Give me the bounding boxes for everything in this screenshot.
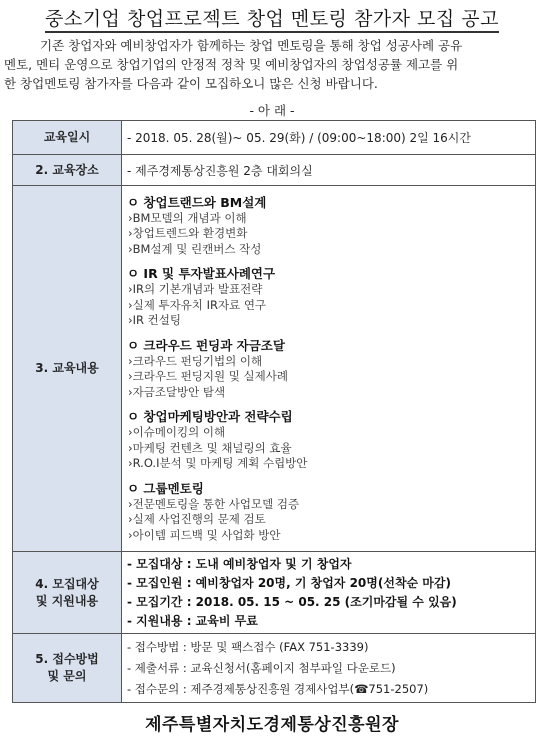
venue-label: 2. 교육장소	[13, 155, 122, 186]
schedule-value: - 2018. 05. 28(월)~ 05. 29(화) / (09:00~18:00) 2일 16시간	[122, 121, 536, 155]
course-item: ›이슈메이킹의 이해	[128, 425, 226, 440]
intro-paragraph	[4, 36, 544, 93]
recruit-count: - 모집인원 : 예비창업자 20명, 기 창업자 20명(선착순 마감)	[127, 575, 451, 590]
intro-line: 멘토, 멘티 운영으로 창업기업의 안정적 정착 및 예비창업자의 창업성공률 제고를 위	[4, 57, 459, 72]
course-section	[127, 480, 535, 544]
recruit-target: - 모집대상 : 도내 예비창업자 및 기 창업자	[127, 556, 352, 571]
apply-label-line: 및 문의	[47, 669, 87, 683]
course-title: ㅇ 창업마케팅방안과 전략수립	[127, 409, 293, 425]
recruit-period: - 모집기간 : 2018. 05. 15 ~ 05. 25 (조기마감될 수 있음)	[127, 594, 457, 609]
course-title: ㅇ 크라우드 펀딩과 자금조달	[127, 337, 285, 353]
course-item: ›전문멘토링을 통한 사업모델 검증	[128, 496, 300, 511]
course-section	[127, 337, 535, 401]
recruit-label	[13, 552, 122, 634]
course-item: ›창업트렌드와 환경변화	[128, 226, 248, 241]
course-item: ›BM모델의 개념과 이해	[128, 210, 247, 225]
intro-line: 기존 창업자와 예비창업자가 함께하는 창업 멘토링을 통해 창업 성공사례 공유	[40, 38, 463, 53]
course-item: ›크라우드 펀딩기법의 이해	[128, 353, 263, 368]
course-item: ›아이템 피드백 및 사업화 방안	[128, 527, 281, 542]
apply-cell	[122, 634, 536, 703]
course-title: ㅇ IR 및 투자발표사례연구	[127, 266, 276, 282]
course-title: ㅇ 그룹멘토링	[127, 480, 204, 496]
details-table	[12, 120, 536, 703]
recruit-cell	[122, 552, 536, 634]
notice-title-text: 중소기업 창업프로젝트 창업 멘토링 참가자 모집 공고	[45, 8, 499, 33]
venue-row	[13, 155, 536, 186]
apply-method: - 접수방법 : 방문 및 팩스접수 (FAX 751-3339)	[127, 639, 369, 654]
subheading: - 아 래 -	[249, 103, 295, 118]
course-item: ›마케팅 컨텐츠 및 채널링의 효율	[128, 440, 292, 455]
schedule-row	[13, 121, 536, 155]
course-item: ›자금조달방안 탐색	[128, 384, 226, 399]
apply-contact: - 접수문의 : 제주경제통상진흥원 경제사업부(☎751-2507)	[127, 681, 429, 696]
contents-cell	[122, 186, 536, 552]
venue-value: - 제주경제통상진흥원 2층 대회의실	[122, 155, 536, 186]
intro-line: 한 창업멘토링 참가자를 다음과 같이 모집하오니 많은 신청 바랍니다.	[4, 76, 378, 91]
contents-label: 3. 교육내용	[13, 186, 122, 552]
apply-label-line: 5. 접수방법	[35, 652, 99, 666]
apply-documents: - 제출서류 : 교육신청서(홈페이지 첨부파일 다운로드)	[127, 660, 396, 675]
recruit-label-line: 4. 모집대상	[35, 576, 99, 591]
course-section	[127, 408, 535, 472]
recruit-support: - 지원내용 : 교육비 무료	[127, 613, 258, 628]
course-title: ㅇ 창업트랜드와 BM설계	[127, 194, 267, 210]
course-item: ›R.O.I분석 및 마케팅 계획 수립방안	[128, 456, 308, 471]
course-section	[127, 194, 535, 258]
course-item: ›IR 컨설팅	[128, 313, 181, 328]
issuer-name: 제주특별자치도경제통상진흥원장	[145, 715, 399, 735]
course-item: ›실제 투자유치 IR자료 연구	[128, 297, 267, 312]
recruit-row	[13, 552, 536, 634]
course-section	[127, 265, 535, 329]
course-item: ›IR의 기본개념과 발표전략	[128, 282, 263, 297]
course-item: ›실제 사업진행의 문제 검토	[128, 512, 266, 527]
apply-label	[13, 634, 122, 703]
course-item: ›BM설계 및 린캔버스 작성	[128, 241, 262, 256]
course-item: ›크라우드 펀딩지원 및 실제사례	[128, 369, 288, 384]
contents-row	[13, 186, 536, 552]
schedule-label: 교육일시	[13, 121, 122, 155]
recruit-label-line: 및 지원내용	[35, 593, 99, 608]
notice-title	[0, 4, 544, 31]
apply-row	[13, 634, 536, 703]
